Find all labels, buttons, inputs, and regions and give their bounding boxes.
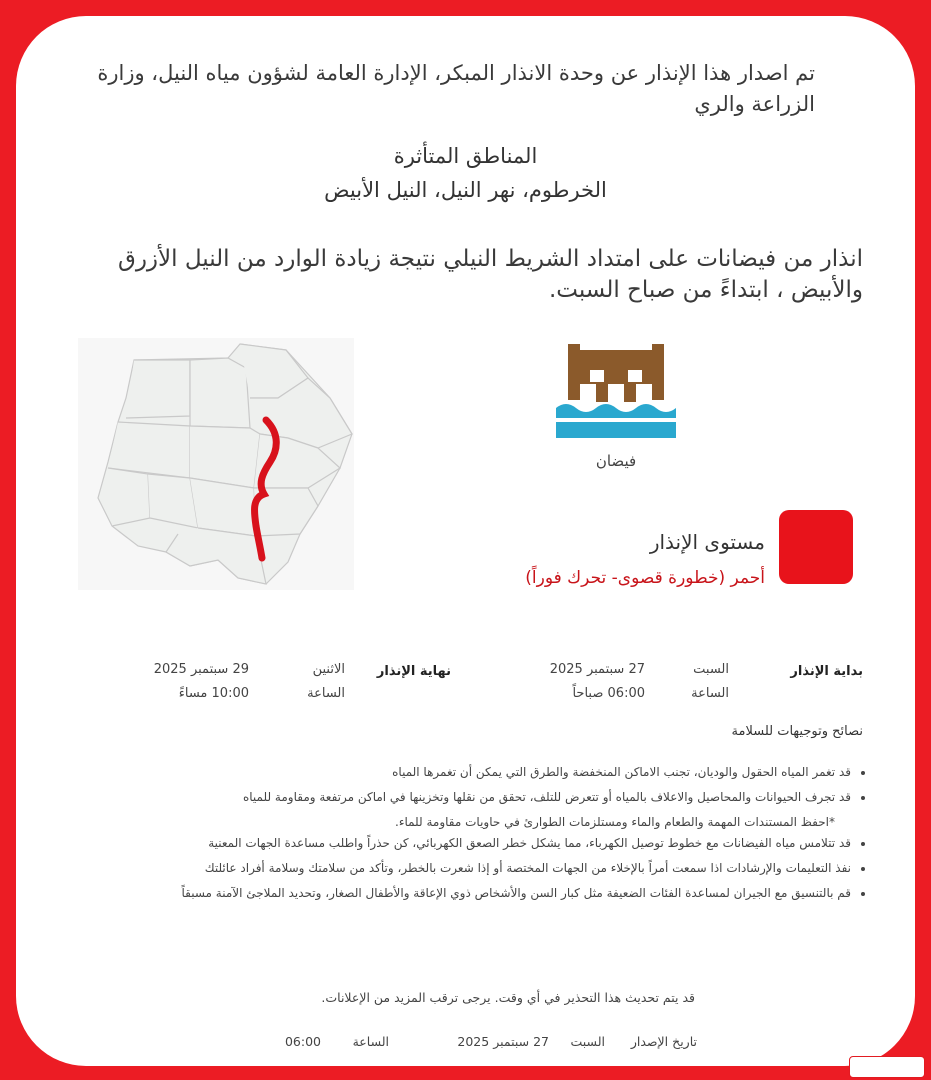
alert-level-color-box — [779, 510, 853, 584]
safety-title: نصائح وتوجيهات للسلامة — [731, 724, 863, 739]
affected-areas-title: المناطق المتأثرة — [393, 144, 538, 168]
alert-level-title: مستوى الإنذار — [649, 530, 765, 554]
end-time-label: الساعة — [307, 686, 345, 701]
end-time: 10:00 مساءً — [178, 686, 249, 701]
alert-level-value: أحمر (خطورة قصوى- تحرك فوراً) — [525, 568, 765, 588]
start-label: بداية الإنذار — [790, 664, 863, 679]
issue-day: السبت — [570, 1034, 605, 1049]
start-time-label: الساعة — [691, 686, 729, 701]
safety-tip: • قد تجرف الحيوانات والمحاصيل والاعلاف بالمياه أو تتعرض للتلف، تحقق من نقلها وتخزينها في اماكن مرتفعة ومقاومة للمياه — [61, 787, 851, 808]
start-time: 06:00 صباحاً — [572, 686, 645, 701]
safety-tip: • قد تتلامس مياه الفيضانات مع خطوط توصيل الكهرباء، مما يشكل خطر الصعق الكهربائي، كن حذراً واطلب مساعدة الجهات المعنية — [61, 833, 851, 854]
safety-tip: • نفذ التعليمات والإرشادات اذا سمعت أمراً بالإخلاء من الجهات المختصة أو إذا شعرت بالخطر، وتأكد من سلامتك وسلامة أفراد عائلتك — [61, 858, 851, 879]
affected-areas-list: الخرطوم، نهر النيل، النيل الأبيض — [324, 178, 607, 202]
issue-time-label: الساعة — [352, 1034, 389, 1049]
end-day: الاثنين — [312, 662, 345, 677]
end-date: 29 سبتمبر 2025 — [153, 662, 249, 677]
update-note: قد يتم تحديث هذا التحذير في أي وقت. يرجى ترقب المزيد من الإعلانات. — [321, 990, 695, 1005]
watermark-badge — [849, 1056, 925, 1078]
start-day: السبت — [693, 662, 729, 677]
safety-tip: • قد تغمر المياه الحقول والوديان، تجنب الاماكن المنخفضة والطرق التي يمكن أن تغمرها المياه — [61, 762, 851, 783]
hazard-label: فيضان — [595, 452, 637, 470]
end-label: نهاية الإنذار — [376, 664, 451, 679]
safety-tips-list — [61, 762, 867, 908]
issue-date: 27 سبتمبر 2025 — [457, 1034, 549, 1049]
issuer-text: تم اصدار هذا الإنذار عن وحدة الانذار المبكر، الإدارة العامة لشؤون مياه النيل، وزارة الزراعة والري — [97, 61, 815, 116]
start-date: 27 سبتمبر 2025 — [549, 662, 645, 677]
issue-label: تاريخ الإصدار — [630, 1034, 697, 1049]
flood-icon — [556, 342, 676, 440]
warning-card — [16, 16, 915, 1066]
sudan-map — [78, 338, 354, 590]
safety-note: *احفظ المستندات المهمة والطعام والماء ومستلزمات الطوارئ في حاويات مقاومة للماء. — [395, 815, 835, 829]
warning-message: انذار من فيضانات على امتداد الشريط النيلي نتيجة زيادة الوارد من النيل الأزرق والأبيض ، ابتداءً من صباح السبت. — [117, 246, 863, 303]
safety-tip: • قم بالتنسيق مع الجيران لمساعدة الفئات الضعيفة مثل كبار السن والأشخاص ذوي الإعاقة والأطفال الصغار، وتحديد الملاجئ الآمنة مسبقاً — [61, 883, 851, 904]
issue-time: 06:00 — [284, 1034, 321, 1049]
